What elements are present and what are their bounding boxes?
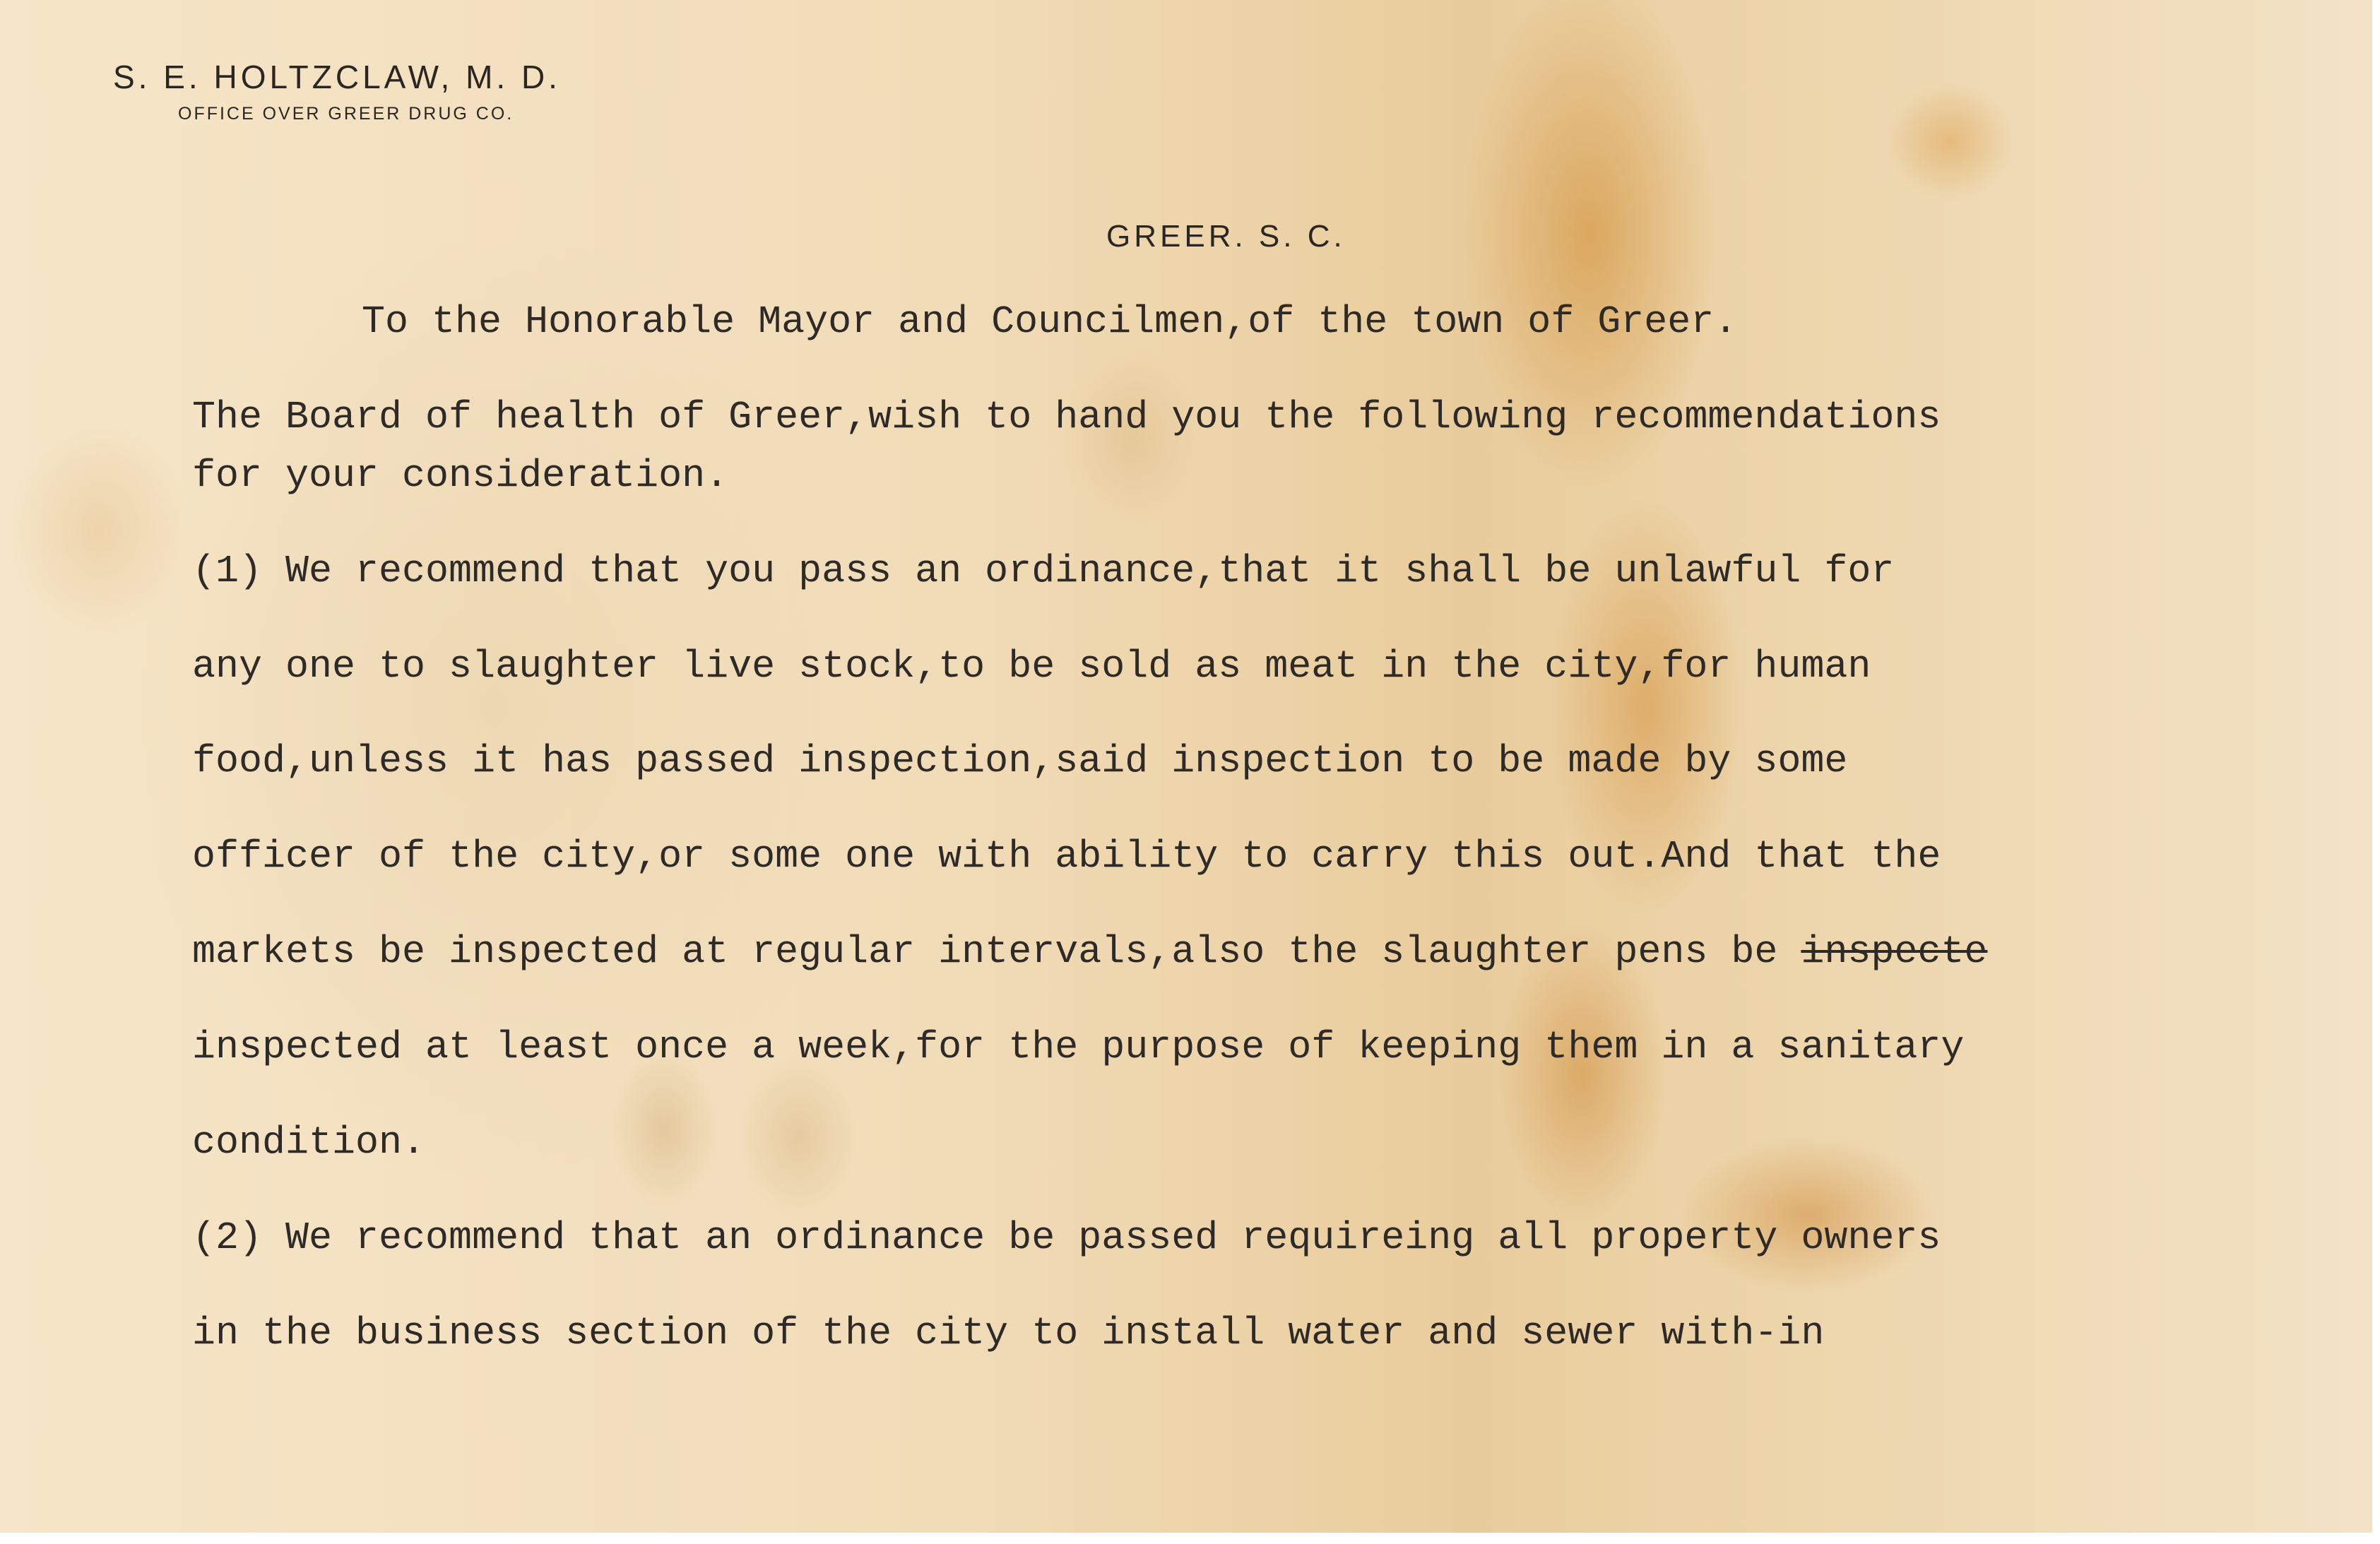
paragraph-line: any one to slaughter live stock,to be sold as meat in the city,for human xyxy=(192,644,1871,689)
struck-out-word: inspecte xyxy=(1801,930,1988,974)
paragraph-text: markets be inspected at regular intervals,also the slaughter pens be xyxy=(192,930,1801,974)
paragraph-line: (1) We recommend that you pass an ordinance,that it shall be unlawful for xyxy=(192,549,1895,593)
paragraph-line: food,unless it has passed inspection,said inspection to be made by some xyxy=(192,739,1848,783)
letterhead-place: GREER. S. C. xyxy=(1106,219,1346,254)
paragraph-line: inspected at least once a week,for the purpose of keeping them in a sanitary xyxy=(192,1025,1965,1069)
paragraph-line: in the business section of the city to install water and sewer with-in xyxy=(192,1311,1825,1355)
intro-line: for your consideration. xyxy=(192,453,729,498)
paragraph-line xyxy=(192,930,1988,974)
letterhead-subtitle: OFFICE OVER GREER DRUG CO. xyxy=(178,104,514,124)
paragraph-line: officer of the city,or some one with ability to carry this out.And that the xyxy=(192,834,1941,879)
intro-line: The Board of health of Greer,wish to hand you the following recommendations xyxy=(192,395,1941,439)
letterhead-name: S. E. HOLTZCLAW, M. D. xyxy=(113,59,561,95)
paragraph-line: condition. xyxy=(192,1120,426,1165)
salutation: To the Honorable Mayor and Councilmen,of the town of Greer. xyxy=(362,299,1738,344)
paragraph-line: (2) We recommend that an ordinance be passed requireing all property owners xyxy=(192,1216,1941,1260)
